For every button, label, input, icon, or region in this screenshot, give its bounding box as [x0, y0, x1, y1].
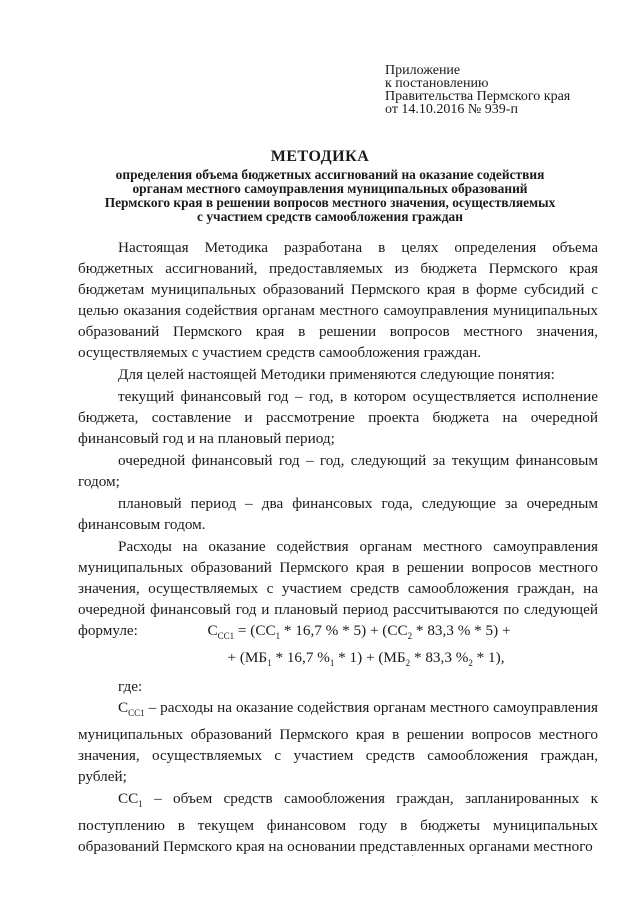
formula-part: * 1), [472, 649, 505, 667]
definition-text: – объем средств самообложения граждан, запланированных к поступлению в текущем финансовом году в бюджеты муниципальных образований Пермского края на основании представленных органами местного [78, 790, 598, 856]
scan-speck [412, 855, 413, 856]
formula-sub: 2 [405, 658, 411, 669]
formula [78, 620, 598, 674]
definition-cssi [78, 697, 598, 787]
formula-part: * 83,3 % [410, 649, 469, 667]
subtitle-line-1: определения объема бюджетных ассигнований на оказание содействия [115, 167, 545, 182]
subtitle-line-2: органам местного самоуправления муниципальных образований [132, 181, 528, 196]
formula-sub: 1 [275, 631, 281, 642]
formula-sub: 1 [267, 658, 272, 669]
formula-part: * 83,3 % * 5) + [412, 622, 511, 639]
paragraph-next-year: очередной финансовый год – год, следующий за текущим финансовым годом; [78, 452, 598, 490]
paragraph-definitions-intro: Для целей настоящей Методики применяются следующие понятия: [118, 366, 555, 383]
formula-part: = (СС [234, 622, 276, 639]
document-title: МЕТОДИКА [270, 148, 370, 165]
formula-line-1 [78, 620, 598, 647]
approval-line-1: Приложение [385, 63, 461, 78]
formula-part: * 1) + (МБ [334, 649, 406, 667]
definition-text: – расходы на оказание содействия органам местного самоуправления муниципальных образований Пермского края в решении вопросов местного значения, осуществляемых с участием средств самообложения граждан, рублей; [78, 699, 598, 786]
paragraph-planning-period: плановый период – два финансовых года, следующие за очередным финансовым годом. [78, 495, 598, 533]
subtitle-line-3: Пермского края в решении вопросов местного значения, осуществляемых [104, 195, 556, 210]
formula-sub: 1 [329, 658, 335, 669]
formula-line-2 [78, 647, 598, 674]
definition-ss1 [78, 788, 598, 857]
approval-line-2: к постановлению [385, 76, 489, 91]
paragraph-purpose: Настоящая Методика разработана в целях определения объема бюджетных ассигнований, предоставляемых из бюджета Пермского края бюджетам муниципальных образований Пермского края в форме субсидий с целью оказания содействия органам местного самоуправления муниципальных образований Пермского края в решении вопросов местного значения, осуществляемых с участием средств самообложения граждан. [78, 239, 598, 361]
formula-sub: 2 [468, 658, 473, 669]
where-label: где: [118, 678, 143, 695]
approval-line-3: Правительства Пермского края [385, 89, 571, 104]
paragraph-current-year: текущий финансовый год – год, в котором осуществляется исполнение бюджета, составление и рассмотрение проекта бюджета на очередной финансовый год и на плановый период; [78, 388, 598, 447]
formula-lhs-sub: СС1 [217, 631, 235, 642]
definition-symbol: СС [118, 790, 139, 808]
body-text [78, 237, 598, 641]
approval-line-4: от 14.10.2016 № 939-п [385, 102, 518, 117]
formula-part: * 16,7 % * 5) + (СС [280, 622, 408, 639]
document-subtitle [60, 168, 600, 224]
formula-lhs: С [207, 622, 218, 639]
approval-block [385, 64, 570, 116]
formula-part: + (МБ [227, 649, 268, 667]
subtitle-line-4: с участием средств самообложения граждан [197, 209, 463, 224]
definition-symbol: С [118, 699, 129, 716]
paragraph-expenses: Расходы на оказание содействия органам местного самоуправления муниципальных образований Пермского края в решении вопросов местного значения, осуществляемых с участием средств самообложения граждан, на очередной финансовый год и плановый период рассчитываются по следующей формуле: [78, 538, 598, 639]
formula-sub: 2 [407, 631, 413, 642]
definition-symbol-sub: 1 [138, 799, 143, 810]
definition-symbol-sub: СС1 [128, 708, 145, 719]
definitions-text [78, 697, 598, 857]
formula-part: * 16,7 % [271, 649, 330, 667]
